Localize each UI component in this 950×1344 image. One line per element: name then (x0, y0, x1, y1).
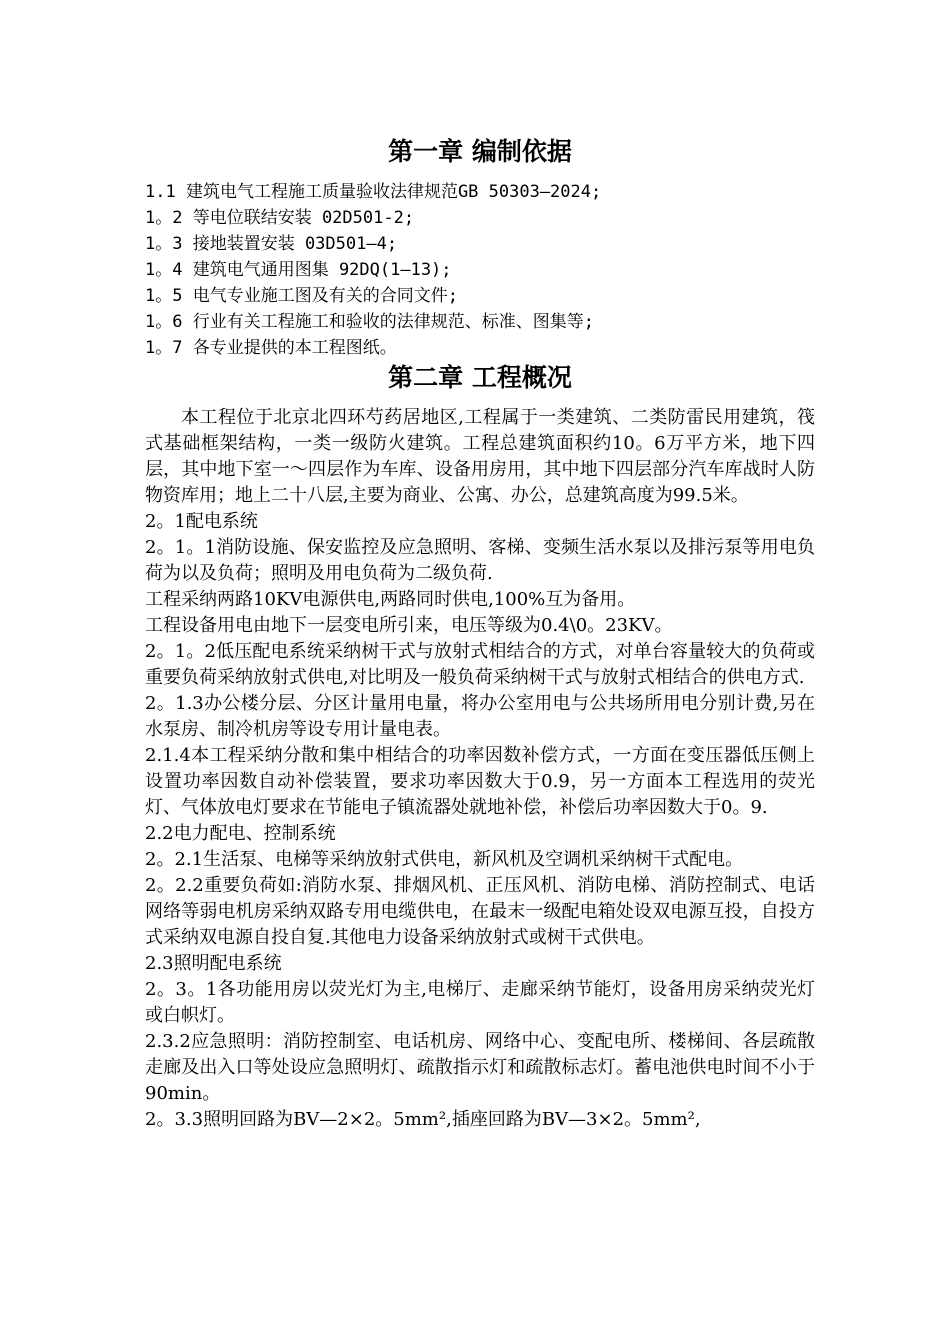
substation-paragraph: 工程设备用电由地下一层变电所引来，电压等级为0.4\0。23KV。 (145, 615, 673, 636)
basis-item: 1.1 建筑电气工程施工质量验收法律规范GB 50303—2024; (145, 182, 602, 202)
power-supply-paragraph: 工程采纳两路10KV电源供电,两路同时供电,100%互为备用。 (145, 589, 636, 610)
clause-2-3-3: 2。3.3照明回路为BV—2×2。5mm²,插座回路为BV—3×2。5mm², (145, 1109, 701, 1130)
document-body (145, 133, 815, 1133)
basis-item: 1。2 等电位联结安装 02D501-2; (145, 208, 415, 228)
clause-2-2-1: 2。2.1生活泵、电梯等采纳放射式供电，新风机及空调机采纳树干式配电。 (145, 849, 744, 870)
chapter-1-title: 第一章 编制依据 (388, 137, 572, 166)
basis-item: 1。6 行业有关工程施工和验收的法律规范、标准、图集等; (145, 312, 594, 332)
section-2-3-heading: 2.3照明配电系统 (145, 953, 282, 974)
project-overview-paragraph: 本工程位于北京北四环芍药居地区,工程属于一类建筑、二类防雷民用建筑，筏式基础框架结构，一类一级防火建筑。工程总建筑面积约10。6万平方米，地下四层，其中地下室一～四层作为车库、设备用房用，其中地下四层部分汽车库战时人防物资库用；地上二十八层,主要为商业、公寓、办公，总建筑高度为99.5米。 (145, 407, 815, 506)
basis-item: 1。4 建筑电气通用图集 92DQ(1—13); (145, 260, 452, 280)
section-2-1-heading: 2。1配电系统 (145, 511, 258, 532)
clause-2-3-1: 2。3。1各功能用房以荧光灯为主,电梯厅、走廊采纳节能灯，设备用房采纳荧光灯或白帜灯。 (145, 979, 815, 1026)
chapter-2-title: 第二章 工程概况 (388, 363, 572, 392)
basis-item: 1。3 接地装置安装 03D501—4; (145, 234, 398, 254)
clause-2-1-2: 2。1。2低压配电系统采纳树干式与放射式相结合的方式，对单台容量较大的负荷或重要负荷采纳放射式供电,对比明及一般负荷采纳树干式与放射式相结合的供电方式. (145, 641, 815, 688)
clause-2-3-2: 2.3.2应急照明：消防控制室、电话机房、网络中心、变配电所、楼梯间、各层疏散走廊及出入口等处设应急照明灯、疏散指示灯和疏散标志灯。蓄电池供电时间不小于90min。 (145, 1031, 815, 1104)
basis-item: 1。5 电气专业施工图及有关的合同文件; (145, 286, 458, 306)
section-2-2-heading: 2.2电力配电、控制系统 (145, 823, 336, 844)
clause-2-1-1: 2。1。1消防设施、保安监控及应急照明、客梯、变频生活水泵以及排污泵等用电负荷为以及负荷；照明及用电负荷为二级负荷. (145, 537, 815, 584)
basis-item: 1。7 各专业提供的本工程图纸。 (145, 338, 397, 358)
clause-2-1-4: 2.1.4本工程采纳分散和集中相结合的功率因数补偿方式，一方面在变压器低压侧上设置功率因数自动补偿装置，要求功率因数大于0.9，另一方面本工程选用的荧光灯、气体放电灯要求在节能电子镇流器处就地补偿，补偿后功率因数大于0。9. (145, 745, 815, 818)
clause-2-2-2: 2。2.2重要负荷如:消防水泵、排烟风机、正压风机、消防电梯、消防控制式、电话网络等弱电机房采纳双路专用电缆供电，在最末一级配电箱处设双电源互投，自投方式采纳双电源自投自复.其他电力设备采纳放射式或树干式供电。 (145, 875, 815, 948)
clause-2-1-3: 2。1.3办公楼分层、分区计量用电量，将办公室用电与公共场所用电分别计费,另在水泵房、制冷机房等设专用计量电表。 (145, 693, 815, 740)
